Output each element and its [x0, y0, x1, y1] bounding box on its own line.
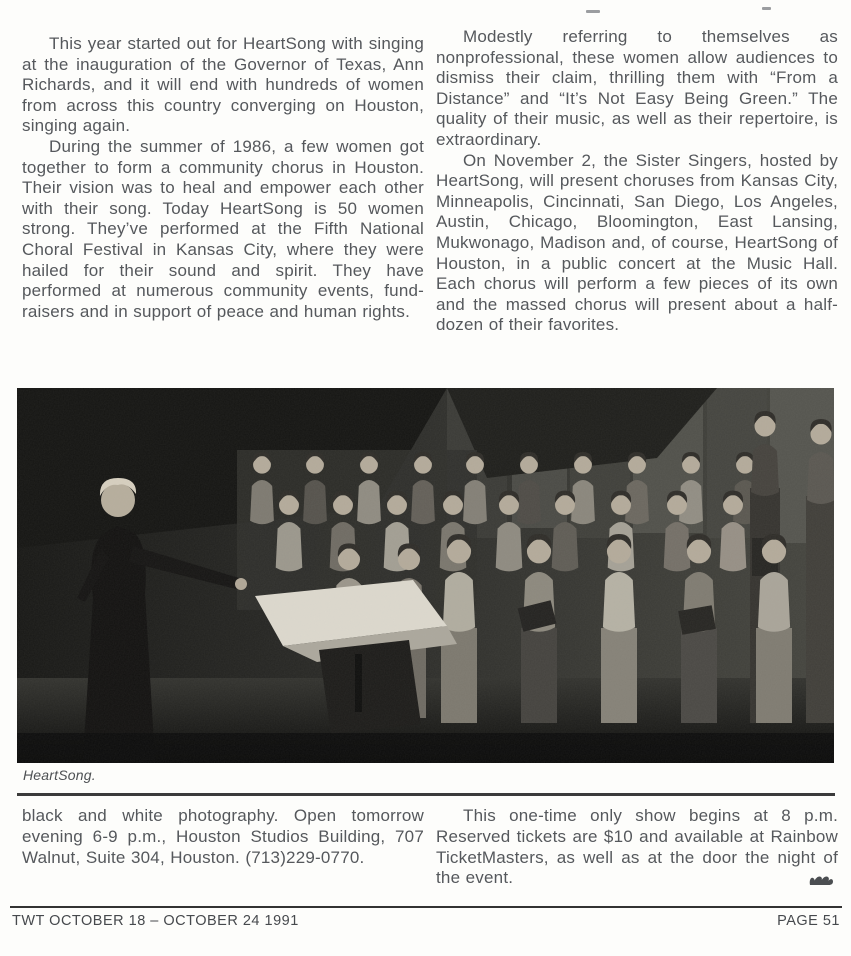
footer-rule	[10, 906, 842, 908]
paragraph: During the summer of 1986, a few women got together to form a community chorus in Houston. Their vision was to heal and empower each other with their song. Today HeartSong is 50 women strong. They’ve performed at the Fifth National Choral Festival in Kansas City, where they were hailed for their sound and spirit. They have performed at numerous community events, fund-raisers and in support of peace and human rights.	[22, 136, 424, 321]
bottom-section	[22, 806, 838, 906]
scan-artifact	[586, 10, 600, 13]
paragraph: This year started out for HeartSong with singing at the inauguration of the Governor of Texas, Ann Richards, and it will end with hundreds of women from across this country converging on Houston, singing again.	[22, 34, 424, 136]
twt-crown-icon	[808, 872, 835, 887]
choir-photo-illustration	[17, 388, 834, 763]
page-footer	[12, 913, 840, 929]
divider-rule	[17, 793, 835, 796]
photo-caption: HeartSong.	[23, 767, 96, 783]
heartsong-photo	[17, 388, 834, 763]
paragraph: black and white photography. Open tomorrow evening 6-9 p.m., Houston Studios Building, 707 Walnut, Suite 304, Houston. (713)229-0770.	[22, 806, 424, 867]
footer-issue-date: TWT OCTOBER 18 – OCTOBER 24 1991	[12, 913, 299, 929]
bottom-left-column	[22, 806, 424, 906]
article-body	[22, 27, 838, 336]
paragraph: Modestly referring to themselves as nonprofessional, these women allow audiences to dismiss their claim, thrilling them with “From a Distance” and “It’s Not Easy Being Green.” The quality of their music, as well as their repertoire, is extraordinary.	[436, 27, 838, 149]
paragraph: This one-time only show begins at 8 p.m. Reserved tickets are $10 and available at Rainbow TicketMasters, as well as at the door the night of the event.	[436, 806, 838, 888]
bottom-right-column	[436, 806, 838, 906]
scan-artifact	[762, 7, 771, 10]
article-left-column	[22, 27, 424, 336]
footer-page-number: PAGE 51	[777, 913, 840, 929]
article-right-column	[436, 27, 838, 336]
paragraph: On November 2, the Sister Singers, hosted by HeartSong, will present choruses from Kansas City, Minneapolis, Cincinnati, San Diego, Los Angeles, Austin, Chicago, Bloomington, East Lansing, Mukwonago, Madison and, of course, HeartSong of Houston, in a public concert at the Music Hall. Each chorus will perform a few pieces of its own and the massed chorus will present about a half-dozen of their favorites.	[436, 150, 838, 335]
